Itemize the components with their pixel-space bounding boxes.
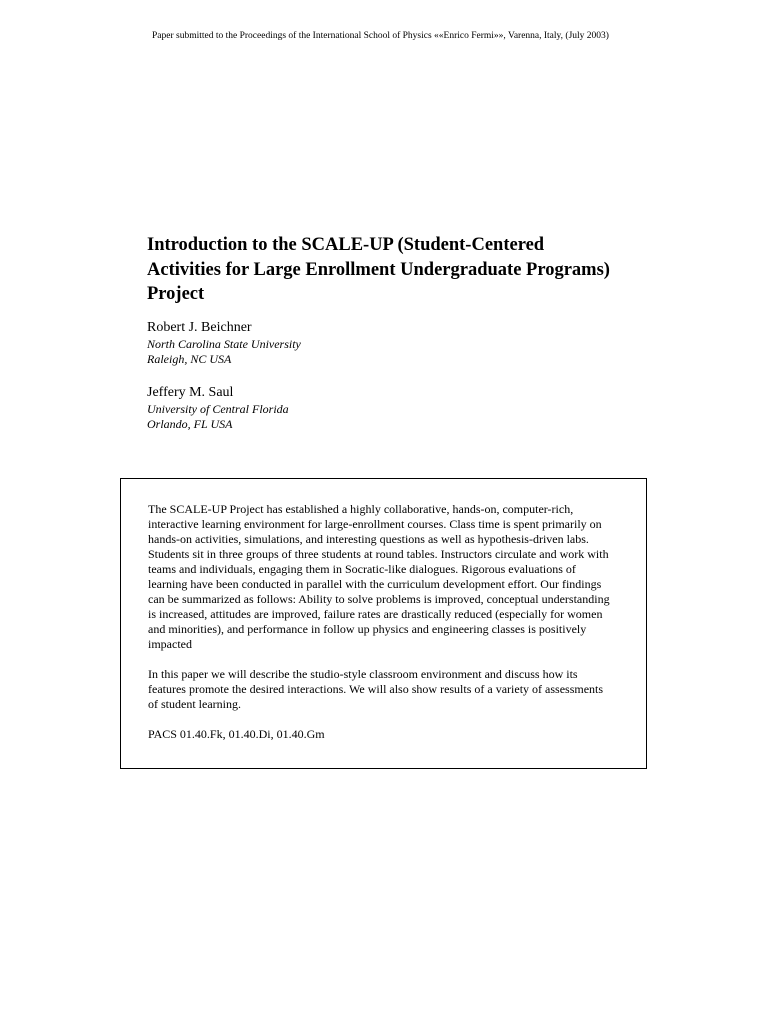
abstract-box: [120, 478, 647, 769]
author-location: Orlando, FL USA: [147, 417, 233, 431]
author-block: [147, 319, 567, 367]
author-affiliation: University of Central Florida: [147, 402, 289, 416]
abstract-paragraph: The SCALE-UP Project has established a highly collaborative, hands-on, computer-rich, interactive learning environment for large-enrollment courses. Class time is spent primarily on hands-on activities, simulations, and interesting questions as well as hypothesis-driven labs. Students sit in three groups of three students at round tables. Instructors circulate and work with teams and individuals, engaging them in Socratic-like dialogues. Rigorous evaluations of learning have been conducted in parallel with the curriculum development effort. Our findings can be summarized as follows: Ability to solve problems is improved, conceptual understanding is increased, attitudes are improved, failure rates are drastically reduced (especially for women and minorities), and performance in follow up physics and engineering classes is positively impacted: [148, 502, 610, 651]
header-note: Paper submitted to the Proceedings of the International School of Physics ««Enrico Fermi»», Varenna, Italy, (July 2003): [152, 31, 609, 41]
author-affiliation: North Carolina State University: [147, 337, 301, 351]
paper-title: Introduction to the SCALE-UP (Student-Centered Activities for Large Enrollment Undergraduate Programs) Project: [147, 235, 610, 304]
abstract-paragraph: In this paper we will describe the studio-style classroom environment and discuss how its features promote the desired interactions. We will also show results of a variety of assessments of student learning.: [148, 667, 604, 711]
author-block: [147, 384, 567, 432]
author-name: Robert J. Beichner: [147, 320, 252, 335]
abstract-content: [148, 502, 613, 757]
author-name: Jeffery M. Saul: [147, 385, 234, 400]
author-location: Raleigh, NC USA: [147, 352, 232, 366]
pacs-codes: PACS 01.40.Fk, 01.40.Di, 01.40.Gm: [148, 727, 325, 741]
